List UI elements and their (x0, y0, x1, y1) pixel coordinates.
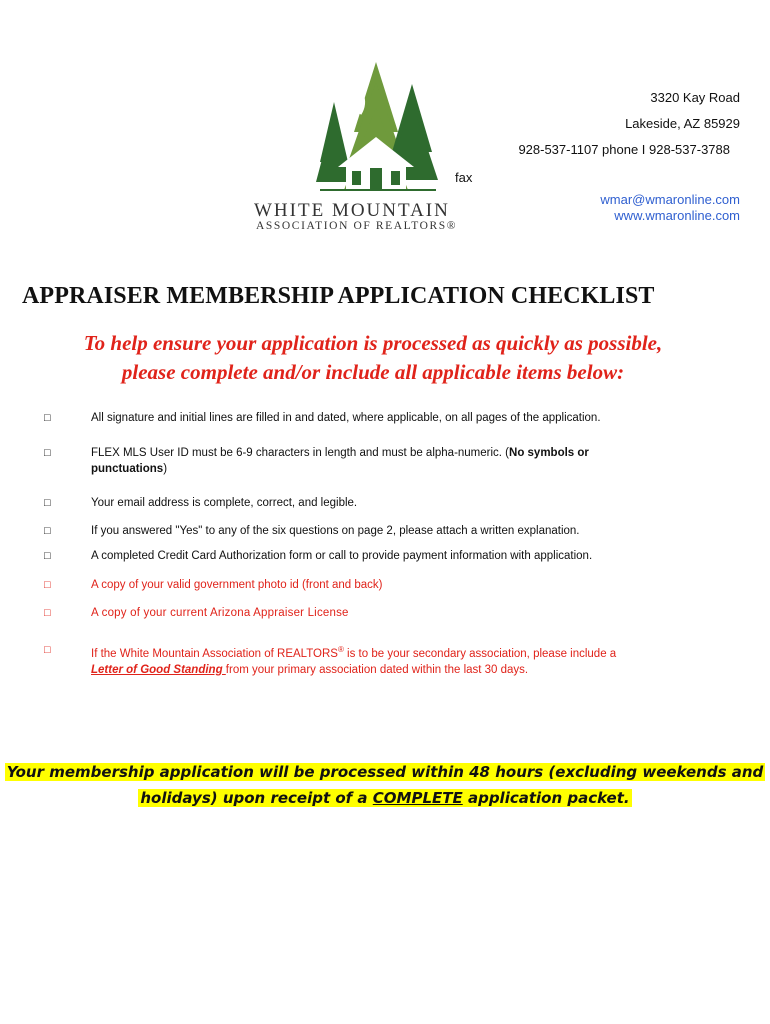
subtitle-line-1: To help ensure your application is processed as quickly as possible, (83, 331, 663, 355)
footer-line-2: holidays) upon receipt of a COMPLETE application packet. (140, 789, 630, 807)
email-link[interactable]: wmar@wmaronline.com (600, 192, 740, 207)
item-text: A completed Credit Card Authorization form or call to provide payment information with application. (91, 550, 593, 562)
checkbox-icon[interactable]: □ (44, 644, 51, 656)
website-link[interactable]: www.wmaronline.com (614, 208, 740, 223)
contact-block (440, 90, 740, 230)
checkbox-icon[interactable]: □ (44, 525, 51, 537)
subtitle-line-2: please complete and/or include all applicable items below: (121, 360, 625, 384)
phone-line: 928-537-1107 phone I 928-537-3788 (518, 142, 730, 157)
address-line-2: Lakeside, AZ 85929 (625, 116, 740, 131)
item-text: All signature and initial lines are filled in and dated, where applicable, on all pages of the application. (91, 412, 601, 424)
page-title: APPRAISER MEMBERSHIP APPLICATION CHECKLIST (22, 283, 655, 309)
fax-label: fax (455, 170, 473, 185)
item-text: FLEX MLS User ID must be 6-9 characters in length and must be alpha-numeric. (No symbols or punctuations) (91, 447, 589, 475)
org-name: WHITE MOUNTAIN (254, 200, 450, 221)
item-text: Your email address is complete, correct, and legible. (91, 497, 358, 509)
footer-line-1: Your membership application will be processed within 48 hours (excluding weekends and (6, 763, 764, 781)
item-text: If you answered "Yes" to any of the six questions on page 2, please attach a written explanation. (91, 525, 580, 537)
checkbox-icon[interactable]: □ (44, 607, 51, 619)
item-text: A copy of your valid government photo id (front and back) (91, 579, 383, 591)
checkbox-icon[interactable]: □ (44, 497, 51, 509)
org-subtitle: ASSOCIATION OF REALTORS® (256, 220, 458, 232)
trees-house-icon (316, 62, 440, 192)
item-text: A copy of your current Arizona Appraiser License (91, 607, 349, 619)
checkbox-icon[interactable]: □ (44, 412, 51, 424)
item-text: If the White Mountain Association of REALTORS® is to be your secondary association, please include a Letter of Good Standing from your primary association dated within the last 30 days. (91, 645, 617, 676)
checkbox-icon[interactable]: □ (44, 447, 51, 459)
checkbox-icon[interactable]: □ (44, 550, 51, 562)
good-standing-link[interactable]: Letter of Good Standing (91, 663, 226, 676)
address-line-1: 3320 Kay Road (650, 90, 740, 105)
checkbox-icon[interactable]: □ (44, 579, 51, 591)
